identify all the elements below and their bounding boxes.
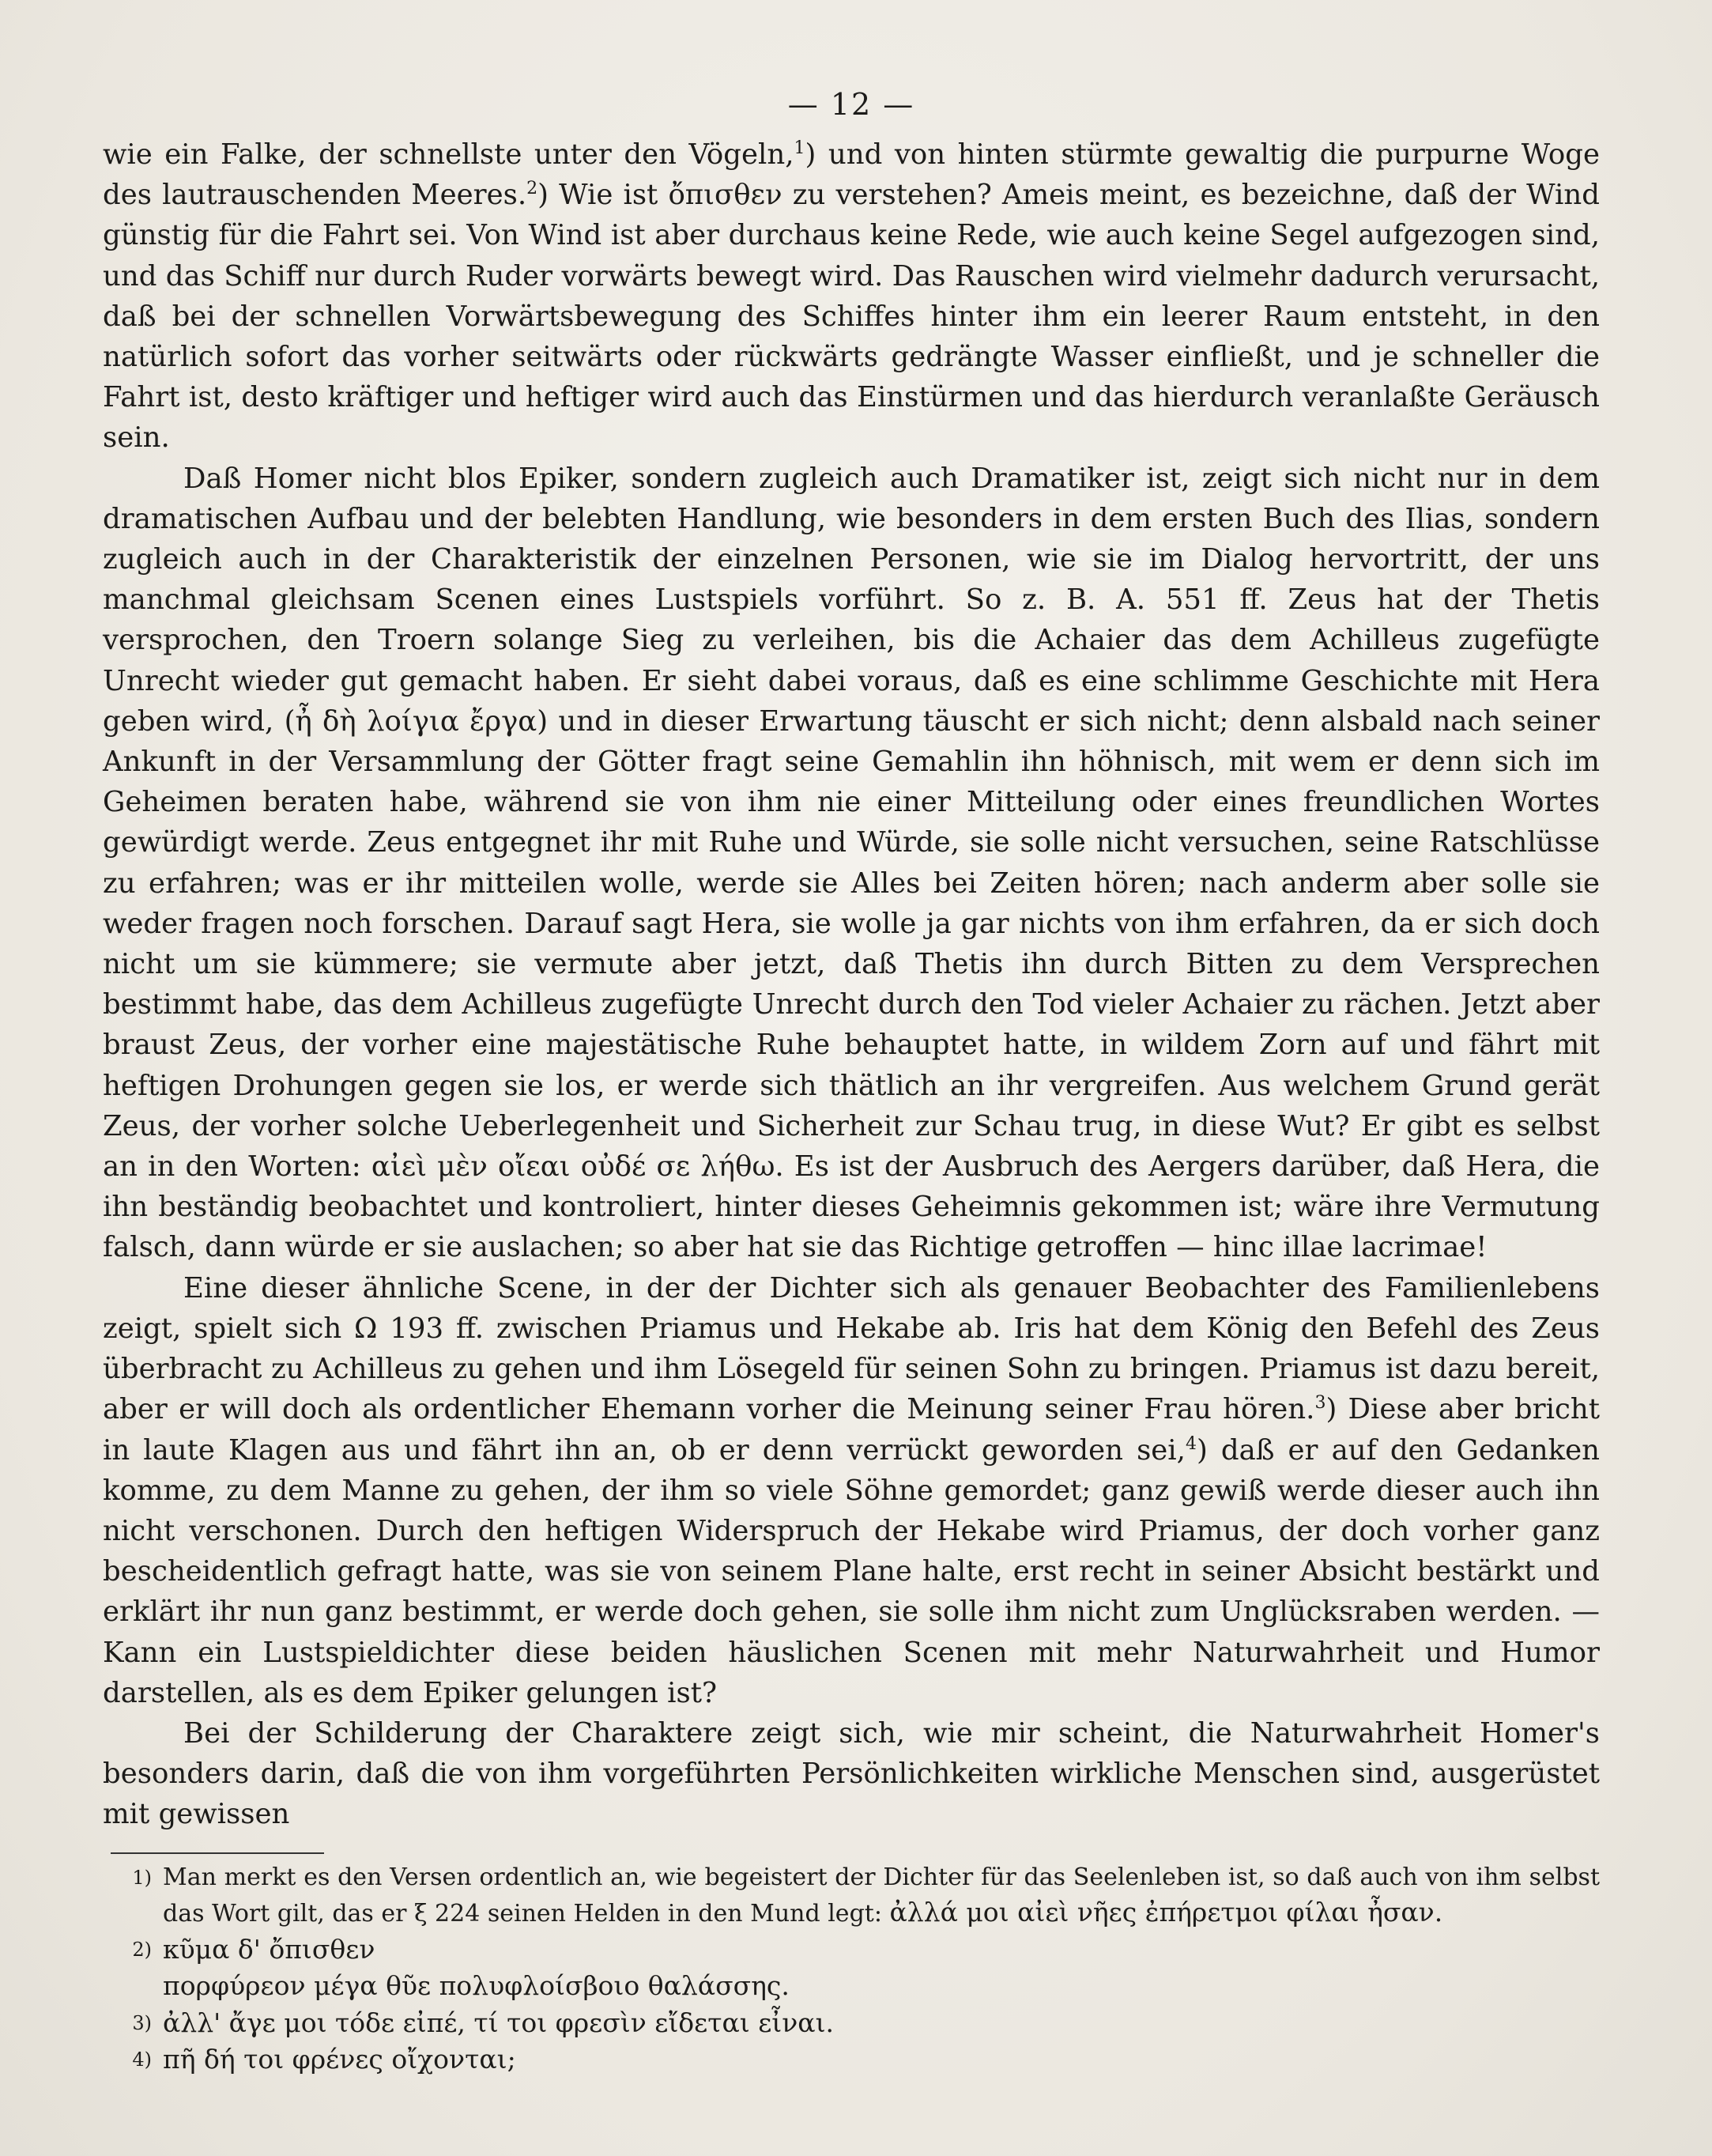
footnote-text (163, 2042, 1600, 2079)
greek-quote: αἰεὶ μὲν οἴεαι οὐδέ σε λήθω. (371, 1150, 784, 1184)
footnote-reference: 1 (794, 138, 805, 159)
footnote-line (163, 1969, 1600, 2006)
text-run: Es ist der Ausbruch des Aergers darüber, daß Hera, die ihn beständig beobachtet und kontroliert, hinter dieses Geheimnis gekommen ist; wäre ihre Vermutung falsch, dann würde er sie auslachen; so aber hat sie das Richtige getroffen — hinc illae lacrimae! (103, 1150, 1600, 1264)
text-run: ) daß er auf den Gedanken komme, zu dem Manne zu gehen, der ihm so viele Söhne gemordet; ganz gewiß werde dieser auch ihn nicht verschonen. Durch den heftigen Widerspruch der Hekabe wird Priamus, der doch vorher ganz bescheidentlich gefragt hatte, was sie von seinem Plane halte, erst recht in seiner Absicht bestärkt und erklärt ihr nun ganz bestimmt, er werde doch gehen, sie solle ihm nicht zum Unglücksraben werden. — Kann ein Lustspieldichter diese beiden häuslichen Scenen mit mehr Naturwahrheit und Humor darstellen, als es dem Epiker gelungen ist? (103, 1433, 1600, 1709)
footnote-mark: 2) (132, 1938, 152, 1961)
footnote (103, 1932, 1600, 2006)
footnote-reference: 3 (1314, 1393, 1326, 1414)
text-run: Bei der Schilderung der Charaktere zeigt sich, wie mir scheint, die Naturwahrheit Homer's besonders darin, daß die von ihm vorgeführten Persönlichkeiten wirkliche Menschen sind, ausgerüstet mit gewissen (103, 1716, 1600, 1831)
footnote (103, 2006, 1600, 2043)
footnotes (103, 1860, 1600, 2079)
greek-quote: ἀλλά μοι αἰεὶ νῆες ἐπήρετμοι φίλαι ἦσαν. (889, 1897, 1443, 1928)
text-run: Eine dieser ähnliche Scene, in der der Dichter sich als genauer Beobachter des Familienlebens zeigt, spielt sich Ω 193 ff. zwischen Priamus und Hekabe ab. Iris hat dem König den Befehl des Zeus überbracht zu Achilleus zu gehen und ihm Lösegeld für seinen Sohn zu bringen. Priamus ist dazu bereit, aber er will doch als ordentlicher Ehemann vorher die Meinung seiner Frau hören. (103, 1271, 1600, 1426)
text-run: ) und in dieser Erwartung täuscht er sich nicht; denn alsbald nach seiner Ankunft in der Versammlung der Götter fragt seine Gemahlin ihn höhnisch, mit wem er denn sich im Geheimen beraten habe, während sie von ihm nie einer Mitteilung oder eines freundlichen Wortes gewürdigt werde. Zeus entgegnet ihr mit Ruhe und Würde, sie solle nicht versuchen, seine Ratschlüsse zu erfahren; was er ihr mitteilen wolle, werde sie Alles bei Zeiten hören; nach anderm aber solle sie weder fragen noch forschen. Darauf sagt Hera, sie wolle ja gar nichts von ihm erfahren, da er sich doch nicht um sie kümmere; sie vermute aber jetzt, daß Thetis ihn durch Bitten zu dem Versprechen bestimmt habe, das dem Achilleus zugefügte Unrecht durch den Tod vieler Achaier zu rächen. Jetzt aber braust Zeus, der vorher eine majestätische Ruhe behauptet hatte, in wildem Zorn auf und fährt mit heftigen Drohungen gegen sie los, er werde sich thätlich an ihr vergreifen. Aus welchem Grund gerät Zeus, der vorher solche Ueberlegenheit und Sicherheit zur Schau trug, in diese Wut? Er gibt es selbst an in den Worten: (103, 704, 1600, 1184)
footnote-reference: 4 (1185, 1433, 1197, 1454)
footnote (103, 2042, 1600, 2079)
greek-quote: ὄπισθεν (668, 179, 782, 212)
text-run: wie ein Falke, der schnellste unter den Vögeln, (103, 138, 794, 171)
footnote-mark: 1) (132, 1866, 152, 1889)
footnote-text (163, 2006, 1600, 2043)
text-run: zu verstehen? Ameis meint, es bezeichne, daß der Wind günstig für die Fahrt sei. Von Wind ist aber durchaus keine Rede, wie auch keine Segel aufgezogen sind, und das Schiff nur durch Ruder vorwärts bewegt wird. Das Rauschen wird vielmehr dadurch verursacht, daß bei der schnellen Vorwärtsbewegung des Schiffes hinter ihm ein leerer Raum entsteht, in den natürlich sofort das vorher seitwärts oder rückwärts gedrängte Wasser einfließt, und je schneller die Fahrt ist, desto kräftiger und heftiger wird auch das Einstürmen und das hierdurch veranlaßte Geräusch sein. (103, 179, 1600, 455)
footnote-text (163, 1932, 1600, 2006)
body-text (103, 134, 1600, 1835)
footnote-line (163, 2006, 1600, 2043)
footnote-reference: 2 (526, 179, 538, 199)
footnote-mark: 4) (132, 2048, 152, 2071)
footnote (103, 1860, 1600, 1932)
footnote-rule (111, 1852, 324, 1854)
greek-quote: πορφύρεον μέγα θῦε πολυφλοίσβοιο θαλάσσης. (163, 1970, 790, 2002)
text-run: Daß Homer nicht blos Epiker, sondern zugleich auch Dramatiker ist, zeigt sich nicht nur in dem dramatischen Aufbau und der belebten Handlung, wie besonders in dem ersten Buch des Ilias, sondern zugleich auch in der Charakteristik der einzelnen Personen, wie sie im Dialog hervortritt, der uns manchmal gleichsam Scenen eines Lustspiels vorführt. So z. B. A. 551 ff. Zeus hat der Thetis versprochen, den Troern solange Sieg zu verleihen, bis die Achaier das dem Achilleus zugefügte Unrecht wieder gut gemacht haben. Er sieht dabei voraus, daß es eine schlimme Geschichte mit Hera geben wird, ( (103, 462, 1600, 738)
paragraph (103, 1268, 1600, 1713)
footnote-text (163, 1860, 1600, 1932)
greek-quote: ἀλλ' ἄγε μοι τόδε εἰπέ, τί τοι φρεσὶν εἴδεται εἶναι. (163, 2007, 835, 2038)
paragraph (103, 1713, 1600, 1835)
footnote-mark: 3) (132, 2011, 152, 2034)
paragraph (103, 459, 1600, 1268)
paragraph (103, 134, 1600, 459)
text-run: ) und von hinten stürmte gewaltig die purpurne Woge des lautrauschenden Meeres. (103, 138, 1600, 212)
footnote-line (163, 1932, 1600, 1969)
text-run: ) Diese aber bricht in laute Klagen aus und fährt ihn an, ob er denn verrückt geworden sei, (103, 1393, 1600, 1467)
greek-quote: ἦ δὴ λοίγια ἔργα (295, 704, 537, 738)
footnote-line (163, 2042, 1600, 2079)
page-number: — 12 — (787, 87, 915, 122)
greek-quote: πῆ δή τοι φρένες οἴχονται; (163, 2044, 516, 2075)
text-run: ) Wie ist (537, 179, 669, 212)
text-run: Man merkt es den Versen ordentlich an, wie begeistert der Dichter für das Seelenleben ist, so daß auch von ihm selbst das Wort gilt, das er ξ 224 seinen Helden in den Mund legt: (163, 1863, 1600, 1928)
greek-quote: κῦμα δ' ὄπισθεν (163, 1933, 375, 1965)
footnote-line (163, 1860, 1600, 1932)
